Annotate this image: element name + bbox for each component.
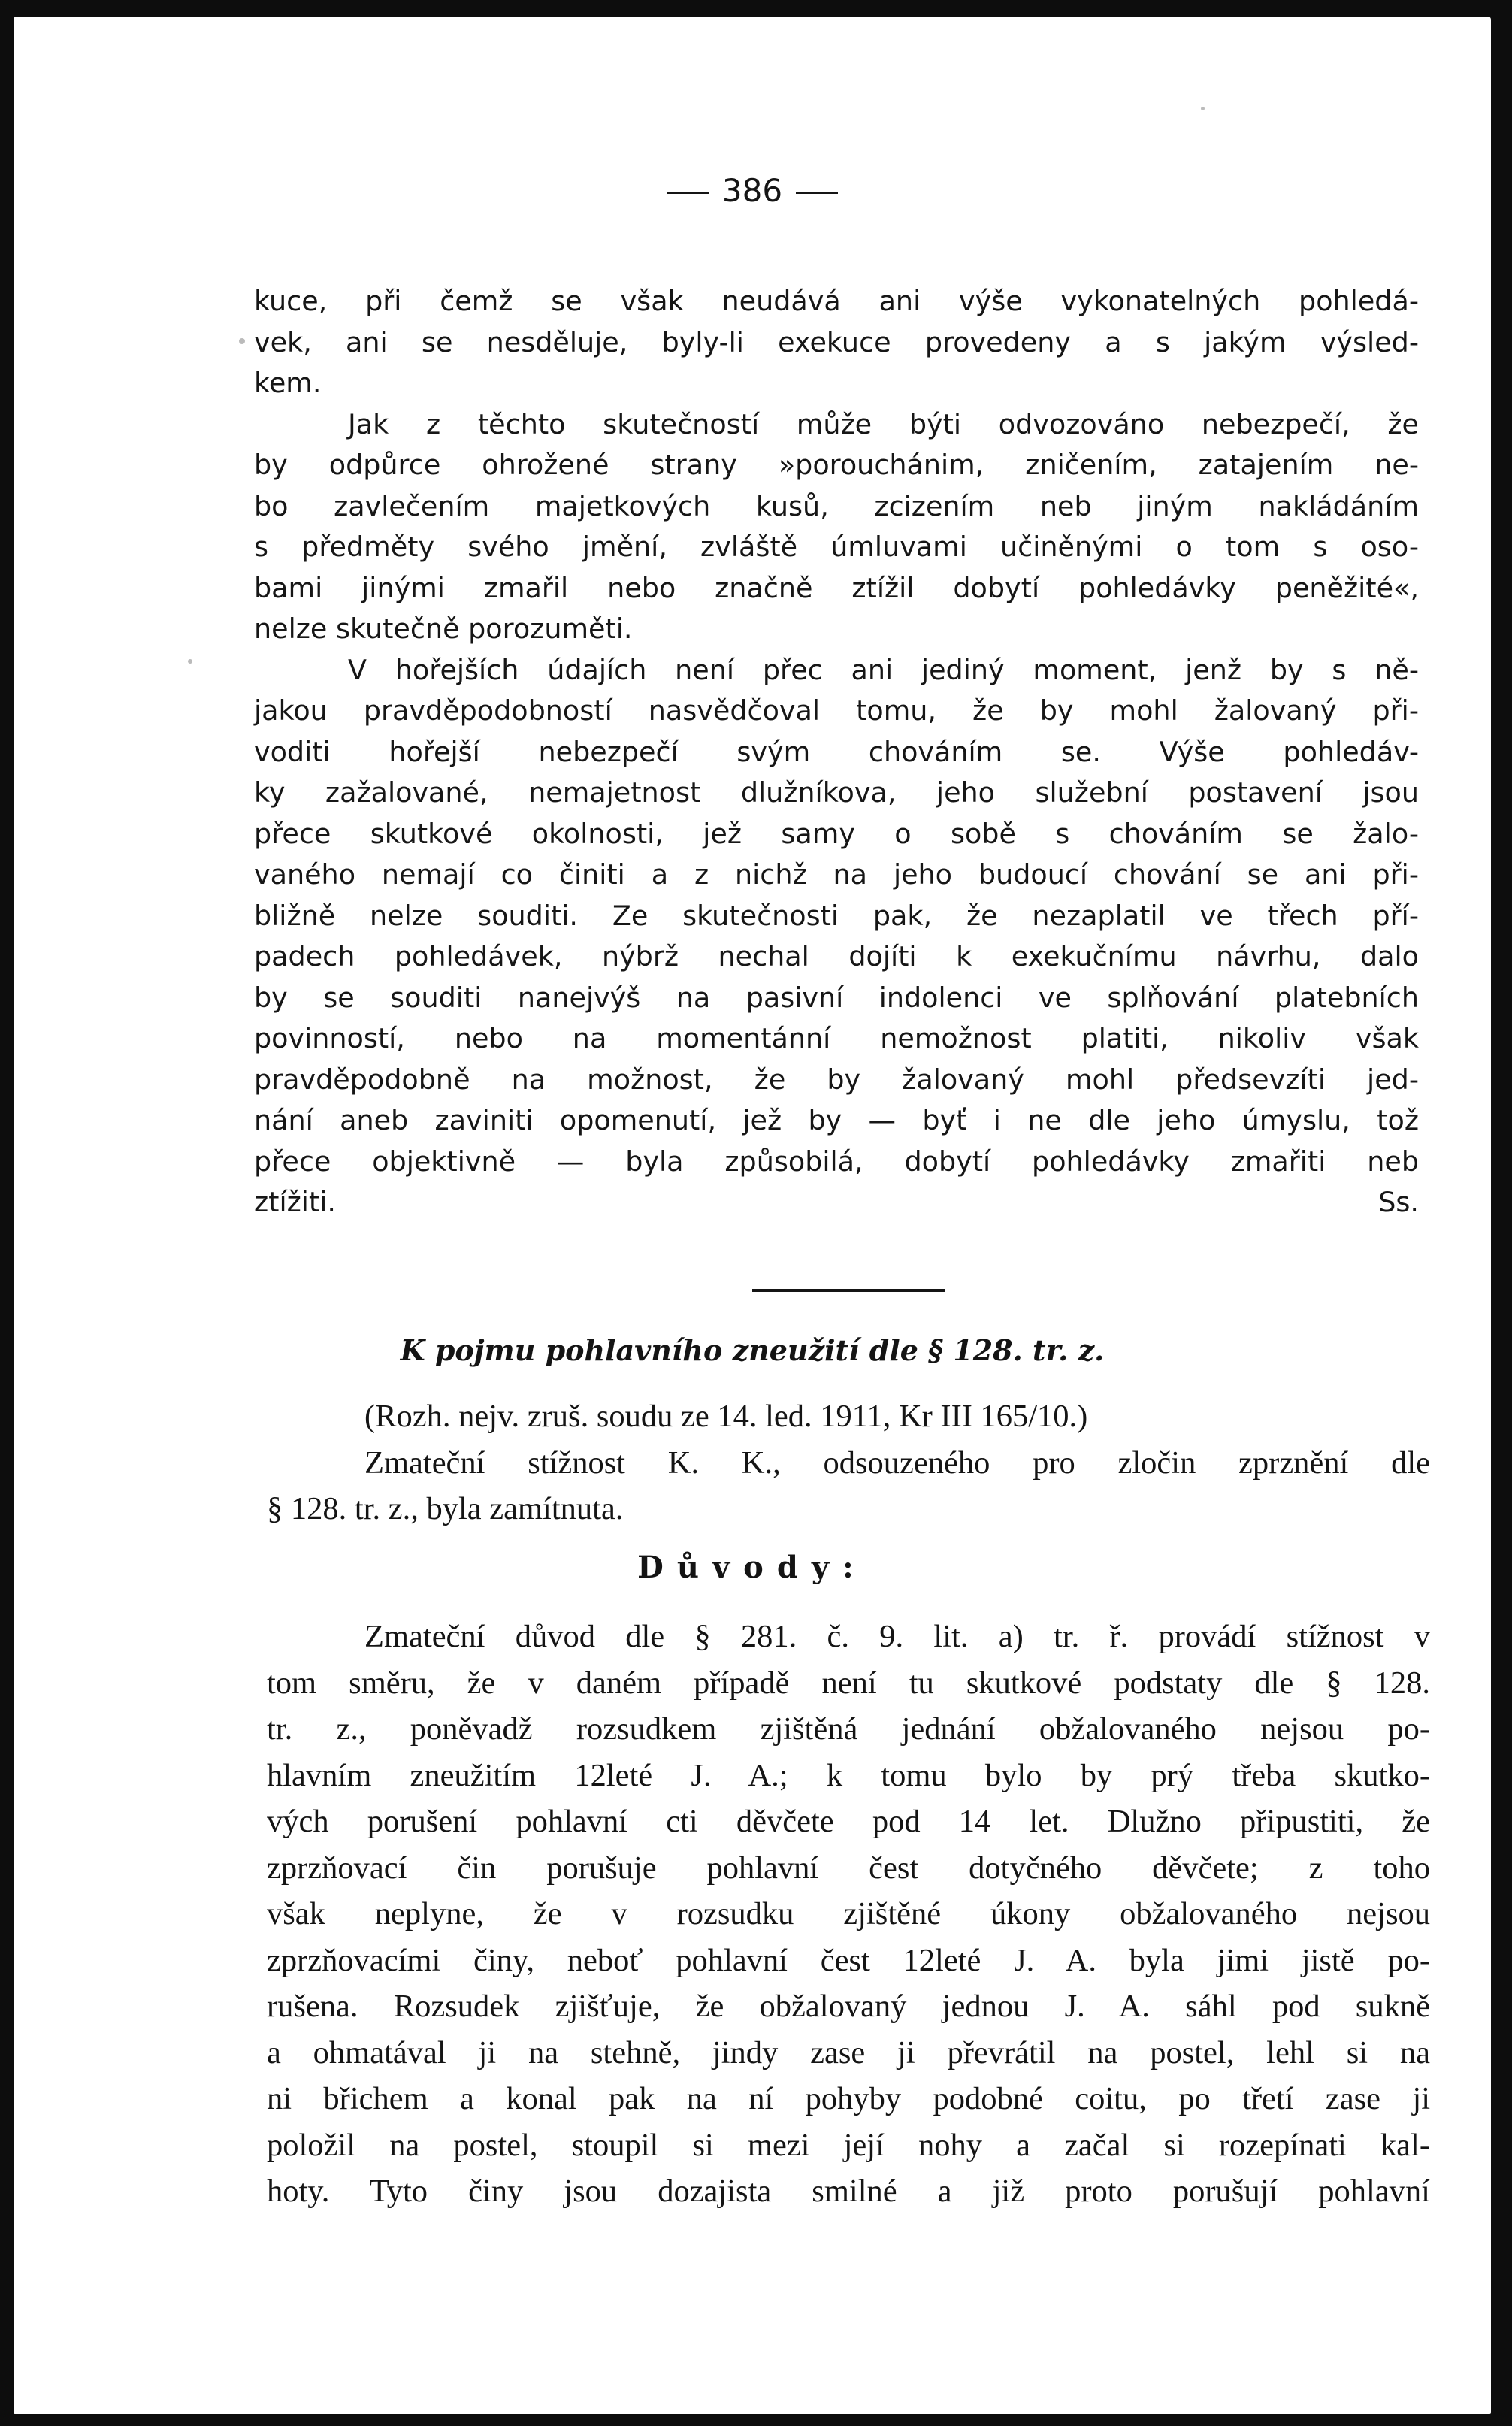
reasons-line: tr. z., poněvadž rozsudkem zjištěná jednání obžalovaného nejsou po- xyxy=(267,1711,1430,1747)
page-number: 386 xyxy=(721,172,783,209)
scan-speck xyxy=(188,659,192,664)
text-line: pravděpodobně na možnost, že by žalovaný mohl předsevzíti jed- xyxy=(254,1063,1419,1096)
text-line: přece objektivně — byla způsobilá, dobytí pohledávky zmařiti neb xyxy=(254,1145,1419,1178)
text-line: jakou pravděpodobností nasvědčoval tomu, že by mohl žalovaný při- xyxy=(254,694,1419,727)
text-line: vaného nemají co činiti a z nichž na jeho budoucí chování se ani při- xyxy=(254,858,1419,891)
reasons-line: zprzňovacími činy, neboť pohlavní čest 12leté J. A. byla jimi jistě po- xyxy=(267,1942,1430,1978)
text-line: kuce, při čemž se však neudává ani výše vykonatelných pohledá- xyxy=(254,285,1419,317)
text-line: kem. xyxy=(254,367,322,399)
decision-line: Zmateční stížnost K. K., odsouzeného pro zločin zprznění dle xyxy=(364,1444,1430,1481)
upper-paragraphs xyxy=(254,281,1419,1224)
text-line: padech pohledávek, nýbrž nechal dojíti k exekučnímu návrhu, dalo xyxy=(254,940,1419,973)
reasons-line: rušena. Rozsudek zjišťuje, že obžalovaný jednou J. A. sáhl pod sukně xyxy=(267,1989,1430,2024)
reasons-line: však neplyne, že v rozsudku zjištěné úkony obžalovaného nejsou xyxy=(267,1896,1430,1931)
section-heading: K pojmu pohlavního zneužití dle § 128. tr. z. xyxy=(400,1333,1105,1367)
dash-right xyxy=(796,192,838,194)
text-line: by odpůrce ohrožené strany »porouchánim, zničením, zatajením ne- xyxy=(254,449,1419,481)
section-divider xyxy=(752,1289,945,1292)
text-line: přece skutkové okolnosti, jež samy o sobě s chováním se žalo- xyxy=(254,817,1419,850)
decision-block xyxy=(267,1393,1430,1532)
text-line: V hořejších údajích není přec ani jediný moment, jenž by s ně- xyxy=(348,653,1419,686)
reasons-line: a ohmatával ji na stehně, jindy zase ji převrátil na postel, lehl si na xyxy=(267,2034,1430,2071)
scanned-page xyxy=(14,17,1491,2414)
text-line: ky zažalované, nemajetnost dlužníkova, jeho služební postavení jsou xyxy=(254,776,1419,809)
dash-left xyxy=(667,192,709,194)
text-line: bo zavlečením majetkových kusů, zcizením neb jiným nakládáním xyxy=(254,489,1419,522)
text-line: voditi hořejší nebezpečí svým chováním se. Výše pohledáv- xyxy=(254,735,1419,768)
reasons-line: zprzňovací čin porušuje pohlavní čest dotyčného děvčete; z toho xyxy=(267,1850,1430,1886)
reasons-line: vých porušení pohlavní cti děvčete pod 14 let. Dlužno připustiti, že xyxy=(267,1804,1430,1839)
reasons-line: Zmateční důvod dle § 281. č. 9. lit. a) tr. ř. provádí stížnost v xyxy=(364,1619,1430,1654)
text-line: nání aneb zaviniti opomenutí, jež by — byť i ne dle jeho úmyslu, tož xyxy=(254,1104,1419,1136)
text-line: Jak z těchto skutečností může býti odvozováno nebezpečí, že xyxy=(348,407,1419,440)
text-line: vek, ani se nesděluje, byly-li exekuce provedeny a s jakým výsled- xyxy=(254,325,1419,358)
text-line: ztížiti. xyxy=(254,1186,336,1218)
text-line: s předměty svého jmění, zvláště úmluvami učiněnými o tom s oso- xyxy=(254,531,1419,563)
reasons-heading: Důvody: xyxy=(637,1550,867,1585)
scan-speck xyxy=(1201,107,1205,110)
reasons-line: položil na postel, stoupil si mezi její nohy a začal si rozepínati kal- xyxy=(267,2127,1430,2163)
reasons-line: tom směru, že v daném případě není tu skutkové podstaty dle § 128. xyxy=(267,1665,1430,1701)
reasons-line: hlavním zneužitím 12leté J. A.; k tomu bylo by prý třeba skutko- xyxy=(267,1757,1430,1793)
decision-citation: (Rozh. nejv. zruš. soudu ze 14. led. 1911, Kr III 165/10.) xyxy=(364,1399,1088,1434)
reasons-line: ni břichem a konal pak na ní pohyby podobné coitu, po třetí zase ji xyxy=(267,2081,1430,2116)
page-number-row xyxy=(14,172,1491,209)
text-line-final xyxy=(254,1182,1419,1224)
text-line: bližně nelze souditi. Ze skutečnosti pak, že nezaplatil ve třech pří- xyxy=(254,899,1419,932)
scan-speck xyxy=(239,338,245,344)
text-line: by se souditi nanejvýš na pasivní indolenci ve splňování platebních xyxy=(254,981,1419,1014)
decision-line: § 128. tr. z., byla zamítnuta. xyxy=(267,1491,624,1526)
signature: Ss. xyxy=(1378,1186,1419,1218)
text-line: bami jinými zmařil nebo značně ztížil dobytí pohledávky peněžité«, xyxy=(254,571,1419,604)
text-line: povinností, nebo na momentánní nemožnost platiti, nikoliv však xyxy=(254,1022,1419,1054)
reasons-block xyxy=(267,1614,1430,2215)
text-line: nelze skutečně porozuměti. xyxy=(254,613,633,645)
reasons-line: hoty. Tyto činy jsou dozajista smilné a již proto porušují pohlavní xyxy=(267,2173,1430,2209)
